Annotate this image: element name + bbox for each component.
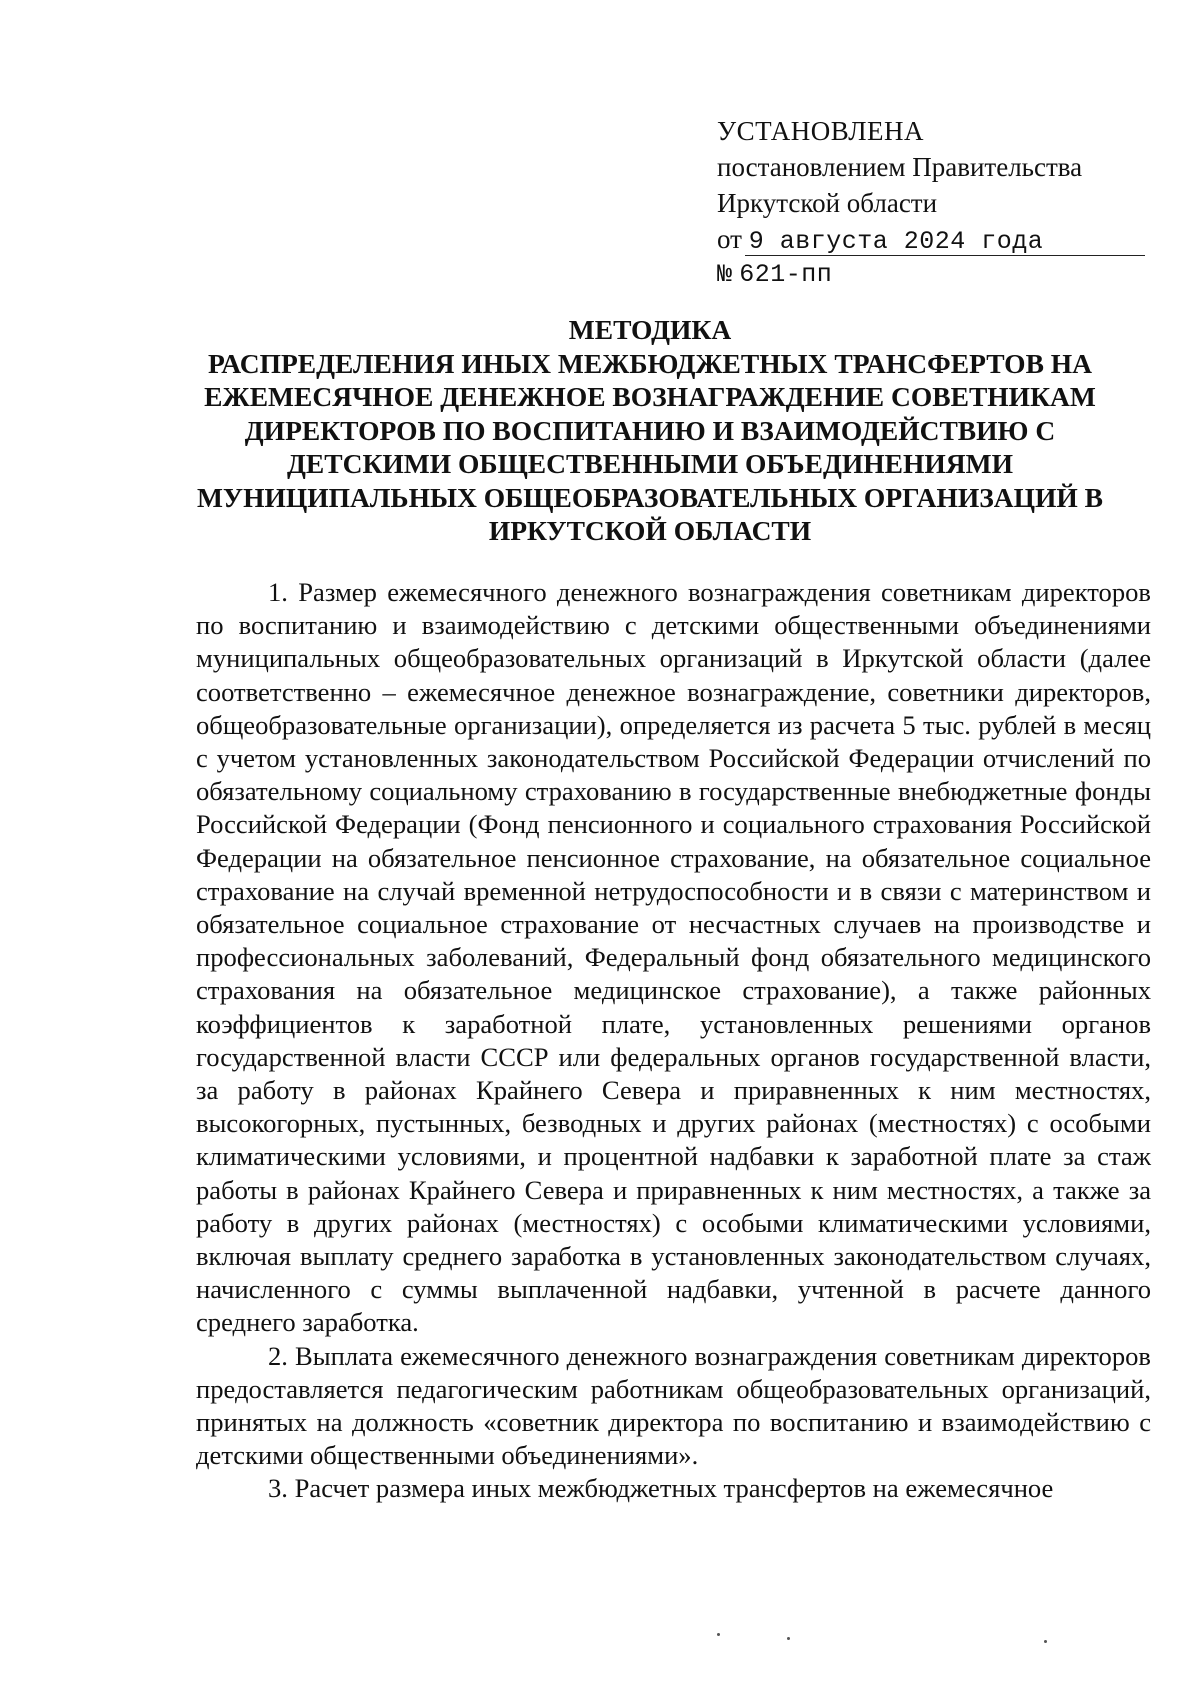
stamp-number-value: 621-пп <box>739 260 833 289</box>
scan-speck <box>717 1633 720 1636</box>
paragraph-3: 3. Расчет размера иных межбюджетных трансфертов на ежемесячное <box>268 1473 1054 1504</box>
stamp-heading: УСТАНОВЛЕНА <box>717 116 925 146</box>
scan-speck <box>1044 1640 1047 1643</box>
stamp-date-row <box>717 221 1137 260</box>
title-line: ДИРЕКТОРОВ ПО ВОСПИТАНИЮ И ВЗАИМОДЕЙСТВИЮ С <box>244 414 1056 446</box>
title-line: ИРКУТСКОЙ ОБЛАСТИ <box>488 515 812 546</box>
approval-stamp <box>717 113 1137 293</box>
document-title <box>120 313 1180 548</box>
stamp-date-value: 9 августа 2024 года <box>748 227 1044 256</box>
title-line: МУНИЦИПАЛЬНЫХ ОБЩЕОБРАЗОВАТЕЛЬНЫХ ОРГАНИЗАЦИЙ В <box>196 481 1104 513</box>
title-line: ДЕТСКИМИ ОБЩЕСТВЕННЫМИ ОБЪЕДИНЕНИЯМИ <box>287 448 1013 479</box>
paragraph-2: 2. Выплата ежемесячного денежного вознаграждения советникам директоров предоставляется педагогическим работникам общеобразовательных организаций, принятых на должность «советник директора по воспитанию и взаимодействию с детскими общественными объединениями». <box>196 1340 1151 1471</box>
paragraph-1: 1. Размер ежемесячного денежного вознаграждения советникам директоров по воспитанию и взаимодействию с детскими общественными объединениями муниципальных общеобразовательных организаций в Иркутской области (далее соответственно – ежемесячное денежное вознаграждение, советники директоров, общеобразовательные организации), определяется из расчета 5 тыс. рублей в месяц с учетом установленных законодательством Российской Федерации отчислений по обязательному социальному страхованию в государственные внебюджетные фонды Российской Федерации (Фонд пенсионного и социального страхования Российской Федерации на обязательное пенсионное страхование, на обязательное социальное страхование на случай временной нетрудоспособности и в связи с материнством и обязательное социальное страхование от несчастных случаев на производстве и профессиональных заболеваний, Федеральный фонд обязательного медицинского страхования на обязательное медицинское страхование), а также районных коэффициентов к заработной плате, установленных решениями органов государственной власти СССР или федеральных органов государственной власти, за работу в районах Крайнего Севера и приравненных к ним местностях, высокогорных, пустынных, безводных и других районах (местностях) с особыми климатическими условиями, и процентной надбавки к заработной плате за стаж работы в районах Крайнего Севера и приравненных к ним местностях, а также за работу в других районах (местностях) с особыми климатическими условиями, включая выплату среднего заработка в установленных законодательством случаях, начисленного с суммы выплаченной надбавки, учтенной в расчете данного среднего заработка. <box>196 577 1151 1338</box>
scan-speck <box>787 1637 790 1640</box>
title-line: РАСПРЕДЕЛЕНИЯ ИНЫХ МЕЖБЮДЖЕТНЫХ ТРАНСФЕРТОВ НА <box>207 347 1093 379</box>
title-line: ЕЖЕМЕСЯЧНОЕ ДЕНЕЖНОЕ ВОЗНАГРАЖДЕНИЕ СОВЕТНИКАМ <box>204 381 1096 412</box>
document-body <box>196 576 1151 1506</box>
stamp-number-prefix: № <box>717 260 733 289</box>
stamp-line-2: Иркутской области <box>717 188 938 218</box>
title-line: МЕТОДИКА <box>568 314 732 345</box>
stamp-date-prefix: от <box>717 224 742 254</box>
date-underline <box>745 255 1145 256</box>
stamp-line-1: постановлением Правительства <box>717 152 1083 182</box>
